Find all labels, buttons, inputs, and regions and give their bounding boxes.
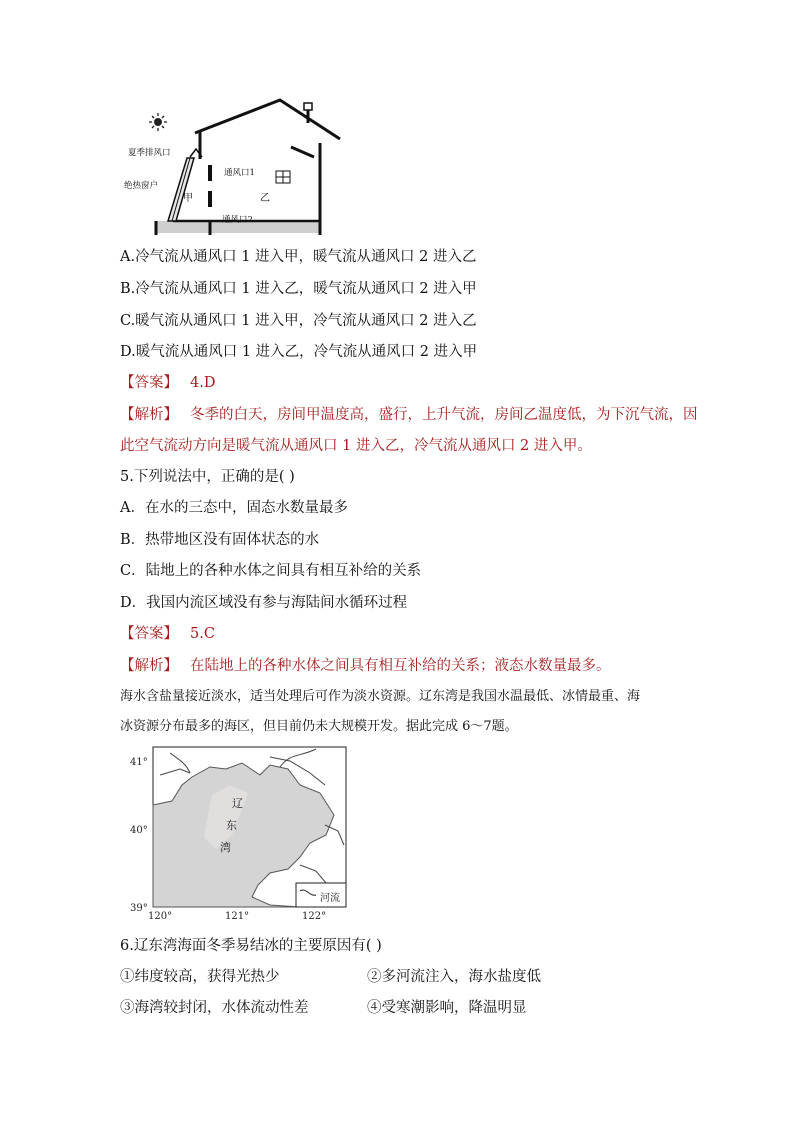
- vent2-label: 通风口2: [222, 215, 253, 225]
- q4-analysis-tag: 【解析】: [120, 407, 178, 423]
- q4-answer: 4.D: [190, 375, 216, 391]
- q4-analysis-line1: 冬季的白天，房间甲温度高，盛行，上升气流，房间乙温度低，为下沉气流，因: [190, 407, 698, 423]
- q5-answer-tag: 【答案】: [120, 626, 178, 642]
- q6-option-3: ③海湾较封闭，水体流动性差: [120, 1000, 309, 1016]
- window-label: 绝热窗户: [124, 181, 159, 191]
- q4-option-d: D.暖气流从通风口 1 进入乙，冷气流从通风口 2 进入甲: [120, 344, 478, 360]
- sun-icon: [149, 113, 167, 131]
- summer-vent-label: 夏季排风口: [128, 148, 171, 158]
- passage-line1: 海水含盐量接近淡水，适当处理后可作为淡水资源。辽东湾是我国水温最低、冰情最重、海: [120, 689, 641, 704]
- bay-char-2: 东: [226, 819, 237, 832]
- q5-analysis: 在陆地上的各种水体之间具有相互补给的关系；液态水数量最多。: [190, 658, 611, 674]
- q5-option-d: D．我国内流区域没有参与海陆间水循环过程: [120, 595, 408, 611]
- lat-label-40: 40°: [130, 825, 148, 836]
- q4-analysis-line2: 此空气流动方向是暖气流从通风口 1 进入乙，冷气流从通风口 2 进入甲。: [120, 438, 592, 454]
- lon-label-120: 120°: [148, 911, 173, 920]
- room-a-label: 甲: [183, 193, 193, 204]
- q4-answer-tag: 【答案】: [120, 375, 178, 391]
- q4-option-b: B.冷气流从通风口 1 进入乙，暖气流从通风口 2 进入甲: [120, 281, 477, 297]
- house-diagram: [118, 95, 348, 245]
- legend-label: 河流: [320, 893, 340, 904]
- q5-option-b: B．热带地区没有固体状态的水: [120, 532, 320, 548]
- bay-char-3: 湾: [220, 841, 231, 854]
- lat-label-41: 41°: [130, 757, 148, 768]
- q6-option-1: ①纬度较高，获得光热少: [120, 969, 280, 985]
- bay-char-1: 辽: [232, 797, 243, 810]
- room-window: [276, 171, 290, 183]
- q6-option-2: ②多河流注入，海水盐度低: [367, 969, 541, 985]
- q5-analysis-tag: 【解析】: [120, 658, 178, 674]
- roof: [195, 100, 340, 139]
- q4-option-a: A.冷气流从通风口 1 进入甲，暖气流从通风口 2 进入乙: [120, 249, 477, 265]
- liaodong-bay-map: [120, 745, 350, 920]
- q5-answer: 5.C: [190, 626, 215, 642]
- lat-label-39: 39°: [130, 903, 148, 914]
- chimney: [304, 103, 312, 110]
- lon-label-122: 122°: [302, 911, 327, 920]
- passage-line2: 冰资源分布最多的海区，但目前仍未大规模开发。据此完成 6～7题。: [120, 719, 518, 734]
- vent1-label: 通风口1: [224, 168, 255, 178]
- q6-option-4: ④受寒潮影响，降温明显: [367, 1000, 527, 1016]
- room-b-label: 乙: [260, 193, 270, 204]
- lon-label-121: 121°: [225, 911, 250, 920]
- q5-option-a: A．在水的三态中，固态水数量最多: [120, 500, 348, 516]
- q4-option-c: C.暖气流从通风口 1 进入甲，冷气流从通风口 2 进入乙: [120, 313, 477, 329]
- q5-option-c: C．陆地上的各种水体之间具有相互补给的关系: [120, 563, 422, 579]
- q5-stem: 5.下列说法中，正确的是( ): [120, 469, 295, 485]
- q6-stem: 6.辽东湾海面冬季易结冰的主要原因有( ): [120, 938, 382, 954]
